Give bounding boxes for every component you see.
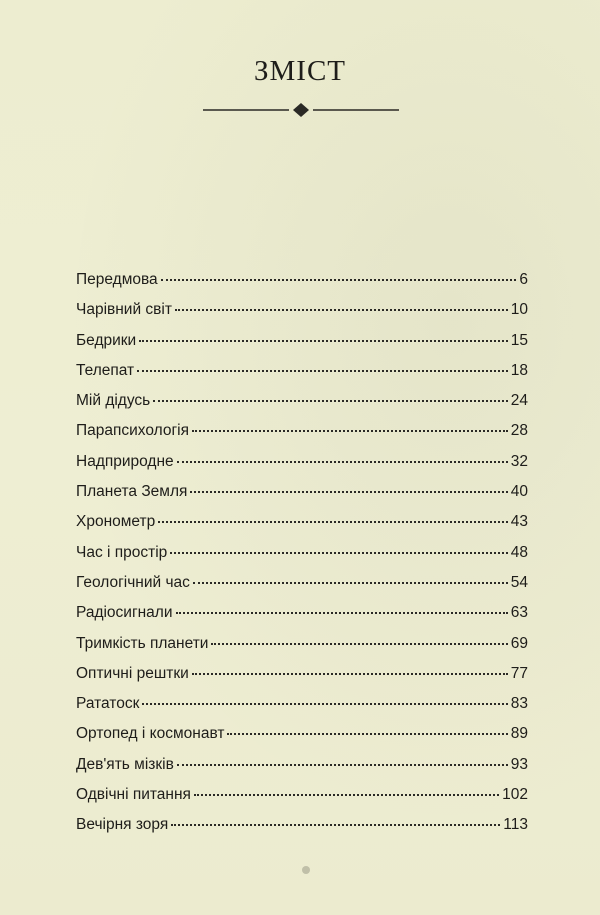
toc-entry xyxy=(76,386,528,416)
toc-entry-title: Дев'ять мізків xyxy=(76,755,174,773)
toc-entry-page-number: 102 xyxy=(502,786,528,804)
toc-entry-page-number: 15 xyxy=(510,331,528,349)
toc-entry-title: Вечірня зоря xyxy=(76,816,169,834)
toc-dot-leader xyxy=(171,824,500,826)
toc-entry-page-number: 40 xyxy=(510,483,528,501)
toc-entry-title: Оптичні рештки xyxy=(76,664,189,682)
toc-entry xyxy=(76,507,528,537)
toc-entry-title: Радіосигнали xyxy=(76,604,173,622)
toc-entry-title: Хронометр xyxy=(76,513,156,531)
toc-dot-leader xyxy=(192,430,508,432)
toc-dot-leader xyxy=(170,552,507,554)
toc-dot-leader xyxy=(137,370,508,372)
toc-dot-leader xyxy=(177,764,508,766)
toc-entry-page-number: 63 xyxy=(510,604,528,622)
toc-dot-leader xyxy=(227,733,507,735)
toc-entry xyxy=(76,659,528,689)
toc-dot-leader xyxy=(192,673,508,675)
toc-entry-title: Мій дідусь xyxy=(76,392,151,410)
toc-entry-title: Тримкість планети xyxy=(76,634,209,652)
toc-entry-page-number: 93 xyxy=(510,755,528,773)
toc-entry-page-number: 24 xyxy=(510,392,528,410)
toc-entry xyxy=(76,719,528,749)
toc-entry-page-number: 43 xyxy=(510,513,528,531)
toc-entry-page-number: 18 xyxy=(510,361,528,379)
toc-entry-page-number: 113 xyxy=(503,816,528,834)
toc-dot-leader xyxy=(153,400,507,402)
toc-entry-page-number: 69 xyxy=(510,634,528,652)
toc-entry-page-number: 6 xyxy=(519,271,528,288)
toc-entry xyxy=(76,477,528,507)
toc-entry-page-number: 28 xyxy=(510,422,528,440)
divider-ornament xyxy=(203,103,399,117)
page-title: ЗМІСТ xyxy=(253,55,347,87)
toc-entry xyxy=(76,416,528,446)
toc-entry xyxy=(76,780,528,810)
toc-dot-leader xyxy=(161,279,517,281)
toc-entry-page-number: 32 xyxy=(510,452,528,470)
toc-dot-leader xyxy=(177,461,508,463)
toc-dot-leader xyxy=(175,309,508,311)
toc-entry xyxy=(76,689,528,719)
toc-entry-title: Надприродне xyxy=(76,452,174,470)
toc-entry-title: Рататоск xyxy=(76,695,140,713)
toc-entry-title: Геологічний час xyxy=(76,573,190,591)
toc-entry-title: Бедрики xyxy=(76,331,137,349)
toc-entry-page-number: 89 xyxy=(510,725,528,743)
toc-dot-leader xyxy=(139,340,508,342)
toc-entry-title: Чарівний світ xyxy=(76,301,172,319)
toc-entry xyxy=(76,750,528,780)
toc-entry xyxy=(76,326,528,356)
toc-entry xyxy=(76,538,528,568)
table-of-contents xyxy=(76,265,528,841)
toc-entry-page-number: 83 xyxy=(510,695,528,713)
toc-entry xyxy=(76,810,528,840)
toc-entry-title: Телепат xyxy=(76,361,135,379)
toc-entry-page-number: 54 xyxy=(510,573,528,591)
toc-entry-title: Планета Земля xyxy=(76,483,188,501)
toc-entry xyxy=(76,265,528,295)
toc-entry-page-number: 10 xyxy=(510,301,528,319)
toc-dot-leader xyxy=(194,794,499,796)
toc-entry-page-number: 48 xyxy=(510,543,528,561)
toc-entry xyxy=(76,356,528,386)
toc-entry xyxy=(76,598,528,628)
toc-dot-leader xyxy=(176,612,508,614)
toc-dot-leader xyxy=(190,491,507,493)
toc-entry xyxy=(76,629,528,659)
toc-dot-leader xyxy=(193,582,508,584)
toc-entry xyxy=(76,295,528,325)
toc-dot-leader xyxy=(142,703,507,705)
toc-entry-title: Ортопед і космонавт xyxy=(76,725,225,743)
toc-entry-page-number: 77 xyxy=(510,664,528,682)
toc-entry-title: Час і простір xyxy=(76,543,168,561)
toc-dot-leader xyxy=(211,643,507,645)
toc-entry-title: Передмова xyxy=(76,271,158,288)
toc-entry xyxy=(76,568,528,598)
toc-entry xyxy=(76,447,528,477)
toc-dot-leader xyxy=(158,521,508,523)
toc-entry-title: Одвічні питання xyxy=(76,786,191,804)
toc-entry-title: Парапсихологія xyxy=(76,422,189,440)
page-mark xyxy=(302,866,310,874)
